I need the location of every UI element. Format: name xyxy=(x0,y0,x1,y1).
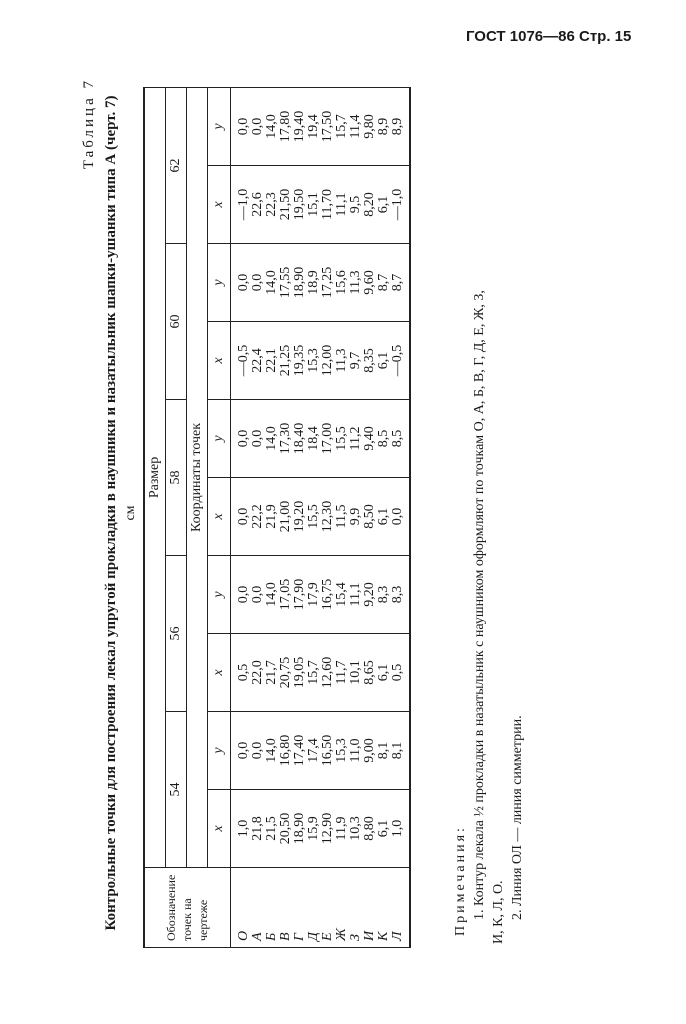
table-cell: 12,60 xyxy=(320,656,335,689)
table-cell: 8,9 xyxy=(390,117,405,136)
table-cell: 11,5 xyxy=(334,504,349,529)
table-cell: 8,1 xyxy=(376,741,391,760)
table-cell: 8,7 xyxy=(390,273,405,292)
size-62-x-column xyxy=(231,166,411,244)
table-cell: 6,1 xyxy=(376,195,391,214)
table-cell: 0,0 xyxy=(236,741,251,760)
point-label: Л xyxy=(390,931,405,941)
table-cell: 11,70 xyxy=(320,189,335,220)
point-label: О xyxy=(236,930,251,941)
table-cell: 0,5 xyxy=(390,663,405,682)
table-cell: 11,9 xyxy=(334,816,349,841)
y-header: y xyxy=(208,712,231,790)
size-60-y-column xyxy=(231,244,411,322)
table-cell: —1,0 xyxy=(236,188,251,221)
table-cell: 18,90 xyxy=(292,812,307,845)
table-cell: 12,90 xyxy=(320,812,335,845)
point-label: Ж xyxy=(334,928,349,941)
table-cell: 0,0 xyxy=(236,585,251,604)
table-cell: 8,5 xyxy=(390,429,405,448)
point-label: И xyxy=(362,930,377,941)
notes-title: Примечания: xyxy=(453,825,468,936)
table-cell: 11,3 xyxy=(348,270,363,295)
table-cell: 10,1 xyxy=(348,660,363,685)
table-cell: 9,40 xyxy=(362,426,377,451)
table-cell: 17,55 xyxy=(278,266,293,299)
y-header: y xyxy=(208,244,231,322)
table-cell: 0,0 xyxy=(250,273,265,292)
table-cell: 17,40 xyxy=(292,734,307,767)
points-column xyxy=(231,868,411,948)
size-58-x-column xyxy=(231,478,411,556)
table-cell: 20,50 xyxy=(278,812,293,845)
point-label: В xyxy=(278,932,293,941)
y-header: y xyxy=(208,87,231,165)
table-cell: 6,1 xyxy=(376,663,391,682)
table-cell: 15,7 xyxy=(306,660,321,685)
x-header: x xyxy=(208,634,231,712)
table-cell: 1,0 xyxy=(390,819,405,838)
table-cell: 16,80 xyxy=(278,734,293,767)
table-cell: 21,8 xyxy=(250,816,265,841)
table-cell: 22,2 xyxy=(250,504,265,529)
size-54-x-column xyxy=(231,790,411,868)
table-cell: 16,75 xyxy=(320,578,335,611)
table-cell: 22,4 xyxy=(250,348,265,373)
point-label: З xyxy=(348,934,363,941)
designation-header: Обозначение точек на чертеже xyxy=(144,868,231,948)
y-header: y xyxy=(208,400,231,478)
table-cell: 8,3 xyxy=(390,585,405,604)
table-cell: —1,0 xyxy=(390,188,405,221)
point-label: Б xyxy=(264,932,279,941)
table-unit: см xyxy=(123,505,138,521)
point-label: К xyxy=(376,931,391,941)
table-cell: 12,00 xyxy=(320,344,335,377)
table-cell: 15,7 xyxy=(334,114,349,139)
table-cell: 19,4 xyxy=(306,114,321,139)
table-cell: 15,1 xyxy=(306,192,321,217)
size-56-x-column xyxy=(231,634,411,712)
size-56-y-column xyxy=(231,556,411,634)
x-header: x xyxy=(208,478,231,556)
table-cell: 11,7 xyxy=(334,660,349,685)
table-cell: 9,60 xyxy=(362,270,377,295)
table-cell: 15,5 xyxy=(334,426,349,451)
table-cell: 8,50 xyxy=(362,504,377,529)
x-header: x xyxy=(208,790,231,868)
table-cell: 19,05 xyxy=(292,656,307,689)
size-62-y-column xyxy=(231,87,411,165)
table-cell: 0,0 xyxy=(236,507,251,526)
size-58-header: 58 xyxy=(166,400,187,556)
note-line: 1. Контур лекала ½ прокладки в назатыльник с наушником оформляют по точкам О, А, Б, В, Г, Д, Е, Ж, З, xyxy=(472,290,487,920)
table-cell: 22,6 xyxy=(250,192,265,217)
table-cell: 11,0 xyxy=(348,738,363,763)
table-cell: 1,0 xyxy=(236,819,251,838)
table-cell: 6,1 xyxy=(376,819,391,838)
coordinates-table xyxy=(143,87,411,948)
table-cell: —0,5 xyxy=(236,344,251,377)
table-cell: 6,1 xyxy=(376,507,391,526)
table-cell: 17,80 xyxy=(278,110,293,143)
point-label: Г xyxy=(292,933,307,941)
table-cell: 21,5 xyxy=(264,816,279,841)
size-60-header: 60 xyxy=(166,244,187,400)
coords-header: Координаты точек xyxy=(187,87,208,867)
table-cell: 0,0 xyxy=(250,741,265,760)
table-cell: 21,00 xyxy=(278,500,293,533)
x-header: x xyxy=(208,166,231,244)
size-header: Размер xyxy=(144,87,166,867)
size-54-header: 54 xyxy=(166,712,187,868)
table-cell: 18,9 xyxy=(306,270,321,295)
table-cell: 12,30 xyxy=(320,500,335,533)
table-cell: 18,40 xyxy=(292,422,307,455)
x-header: x xyxy=(208,322,231,400)
table-cell: 17,05 xyxy=(278,578,293,611)
table-cell: 8,80 xyxy=(362,816,377,841)
rotated-page-content xyxy=(81,78,581,948)
table-cell: 14,0 xyxy=(264,426,279,451)
table-cell: 8,3 xyxy=(376,585,391,604)
table-cell: 8,65 xyxy=(362,660,377,685)
table-cell: 8,35 xyxy=(362,348,377,373)
point-label: Д xyxy=(306,932,321,941)
table-cell: 15,4 xyxy=(334,582,349,607)
table-cell: 0,0 xyxy=(250,585,265,604)
table-cell: 17,50 xyxy=(320,110,335,143)
table-cell: 17,9 xyxy=(306,582,321,607)
table-cell: 22,0 xyxy=(250,660,265,685)
table-cell: 0,0 xyxy=(236,429,251,448)
table-cell: 8,1 xyxy=(390,741,405,760)
table-cell: 21,50 xyxy=(278,188,293,221)
point-label: А xyxy=(250,932,265,941)
table-cell: 18,4 xyxy=(306,426,321,451)
table-cell: —0,5 xyxy=(390,344,405,377)
table-cell: 19,35 xyxy=(292,344,307,377)
table-cell: 9,80 xyxy=(362,114,377,139)
table-cell: 15,6 xyxy=(334,270,349,295)
note-line: 2. Линия ОЛ — линия симметрии. xyxy=(510,715,525,920)
table-cell: 14,0 xyxy=(264,270,279,295)
table-cell: 15,3 xyxy=(334,738,349,763)
table-cell: 17,90 xyxy=(292,578,307,611)
table-caption: Контрольные точки для построения лекал упругой прокладки в наушники и назатыльник шапки-ушанки типа А (черт. 7) xyxy=(103,95,119,931)
table-cell: 11,1 xyxy=(334,192,349,217)
size-62-header: 62 xyxy=(166,87,187,243)
table-cell: 19,20 xyxy=(292,500,307,533)
table-cell: 14,0 xyxy=(264,738,279,763)
table-cell: 19,40 xyxy=(292,110,307,143)
table-cell: 9,20 xyxy=(362,582,377,607)
table-cell: 17,25 xyxy=(320,266,335,299)
table-cell: 11,1 xyxy=(348,582,363,607)
table-cell: 15,3 xyxy=(306,348,321,373)
table-cell: 9,5 xyxy=(348,195,363,214)
table-cell: 10,3 xyxy=(348,816,363,841)
table-cell: 0,0 xyxy=(250,429,265,448)
table-cell: 16,50 xyxy=(320,734,335,767)
y-header: y xyxy=(208,556,231,634)
table-cell: 21,7 xyxy=(264,660,279,685)
size-56-header: 56 xyxy=(166,556,187,712)
table-cell: 21,9 xyxy=(264,504,279,529)
note-line: И, К, Л, О. xyxy=(491,880,506,944)
table-cell: 0,0 xyxy=(236,273,251,292)
point-label: Е xyxy=(320,932,335,941)
table-cell: 14,0 xyxy=(264,114,279,139)
size-58-y-column xyxy=(231,400,411,478)
table-cell: 17,4 xyxy=(306,738,321,763)
table-cell: 21,25 xyxy=(278,344,293,377)
table-cell: 6,1 xyxy=(376,351,391,370)
table-cell: 20,75 xyxy=(278,656,293,689)
table-cell: 9,7 xyxy=(348,351,363,370)
table-cell: 0,0 xyxy=(250,117,265,136)
table-cell: 15,9 xyxy=(306,816,321,841)
table-cell: 8,7 xyxy=(376,273,391,292)
size-54-y-column xyxy=(231,712,411,790)
table-cell: 9,00 xyxy=(362,738,377,763)
table-cell: 0,0 xyxy=(390,507,405,526)
table-cell: 8,20 xyxy=(362,192,377,217)
table-cell: 14,0 xyxy=(264,582,279,607)
table-cell: 18,90 xyxy=(292,266,307,299)
table-cell: 8,9 xyxy=(376,117,391,136)
table-cell: 9,9 xyxy=(348,507,363,526)
table-cell: 8,5 xyxy=(376,429,391,448)
table-cell: 19,50 xyxy=(292,188,307,221)
table-cell: 17,30 xyxy=(278,422,293,455)
table-cell: 17,00 xyxy=(320,422,335,455)
table-cell: 0,5 xyxy=(236,663,251,682)
table-cell: 22,1 xyxy=(264,348,279,373)
table-cell: 11,4 xyxy=(348,114,363,139)
table-cell: 11,2 xyxy=(348,426,363,451)
size-60-x-column xyxy=(231,322,411,400)
table-cell: 11,3 xyxy=(334,348,349,373)
page-header: ГОСТ 1076—86 Стр. 15 xyxy=(466,28,632,45)
table-number: Таблица 7 xyxy=(81,78,97,170)
table-cell: 0,0 xyxy=(236,117,251,136)
table-cell: 22,3 xyxy=(264,192,279,217)
table-cell: 15,5 xyxy=(306,504,321,529)
notes xyxy=(451,84,527,944)
